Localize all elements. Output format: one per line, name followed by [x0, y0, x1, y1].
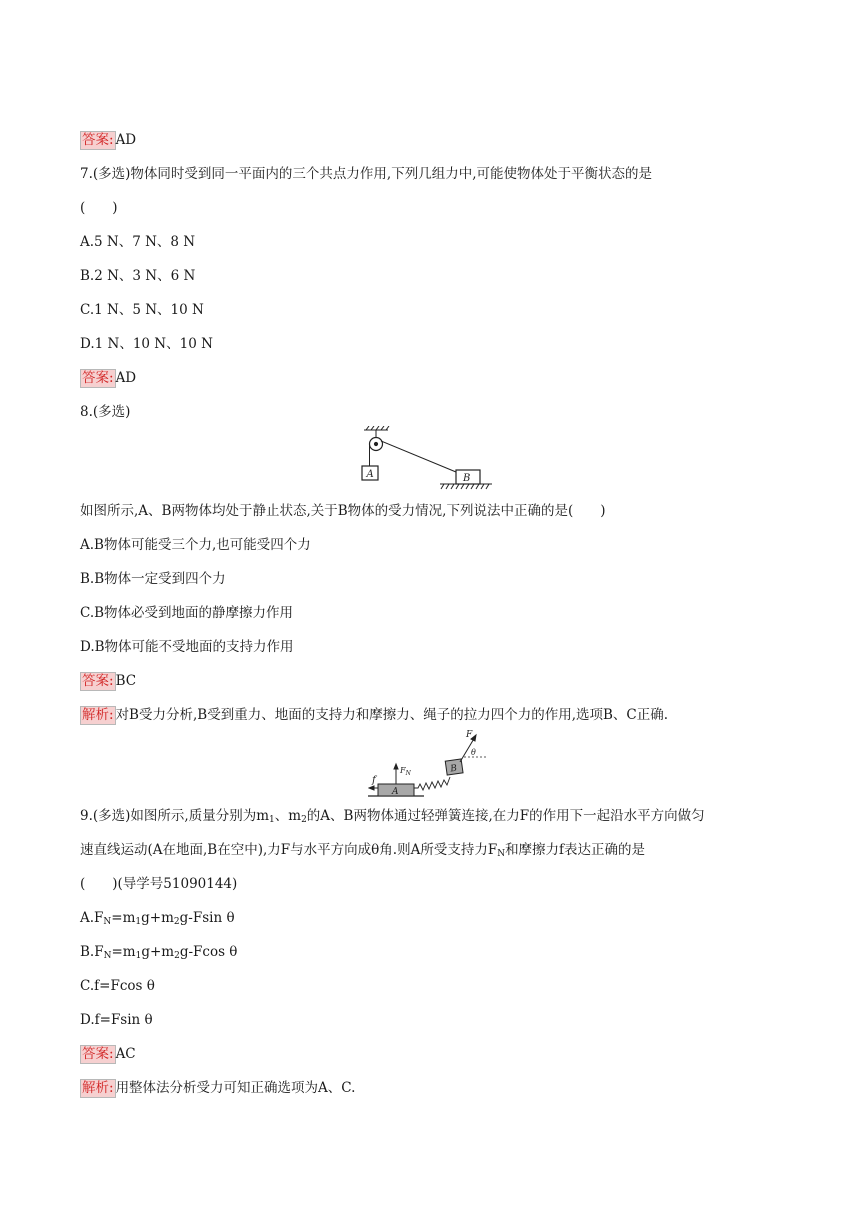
friction-label: f [372, 775, 376, 786]
block-a-label: A [366, 469, 374, 480]
answer-label: 答案: [82, 673, 114, 689]
question-stem-q9-line1: 9.(多选)如图所示,质量分别为$m_1$、$m_2$的A、B两物体通过轻弹簧连接,在力F的作用下一起沿水平方向做匀 [80, 808, 705, 825]
answer-value: AD [115, 370, 137, 386]
analysis-line-q8 [80, 705, 668, 725]
answer-label: 答案: [82, 370, 114, 386]
option-d-q7: D.1 N、10 N、10 N [80, 336, 213, 352]
block-b-label: B [463, 473, 471, 484]
spring-figure [368, 728, 488, 800]
normal-force-arrow [394, 764, 398, 784]
answer-label: 答案: [82, 132, 114, 148]
ground [440, 484, 492, 489]
answer-blank-q7: ( ) [80, 200, 118, 216]
normal-force-label: $F_N$ [400, 766, 411, 777]
option-b-q8: B.B物体一定受到四个力 [80, 571, 226, 587]
answer-line-q8 [80, 671, 136, 691]
question-stem-q7: 7.(多选)物体同时受到同一平面内的三个共点力作用,下列几组力中,可能使物体处于平衡状态的是 [80, 166, 652, 182]
question-stem-q9-line2: 速直线运动(A在地面,B在空中),力F与水平方向成θ角.则A所受支持力$F_N$和摩擦力f表达正确的是 [80, 842, 646, 859]
slanted-rope [381, 441, 456, 472]
question-stem-q8: 8.(多选) [80, 404, 131, 420]
option-a-q8: A.B物体可能受三个力,也可能受四个力 [80, 537, 311, 553]
theta-label: θ [471, 748, 476, 757]
analysis-label: 解析: [82, 1080, 114, 1096]
option-c-q8: C.B物体必受到地面的静摩擦力作用 [80, 605, 294, 621]
answer-value: BC [115, 673, 137, 689]
option-a-q9: $A.F_N=m_1g+m_2g$-Fsin θ [80, 910, 235, 927]
pulley [370, 438, 383, 451]
block-b-label: B [449, 763, 458, 775]
option-d-q8: D.B物体可能不受地面的支持力作用 [80, 639, 294, 655]
answer-value: AC [115, 1046, 136, 1062]
option-d-q9: D.f=Fsin θ [80, 1012, 153, 1028]
analysis-text: 用整体法分析受力可知正确选项为A、C. [115, 1080, 356, 1096]
answer-line-q9 [80, 1044, 136, 1064]
option-b-q7: B.2 N、3 N、6 N [80, 268, 196, 284]
answer-line-q6 [80, 130, 136, 150]
ceiling-support [364, 426, 389, 438]
analysis-text: 对B受力分析,B受到重力、地面的支持力和摩擦力、绳子的拉力四个力的作用,选项B、C正确. [115, 707, 669, 723]
option-c-q7: C.1 N、5 N、10 N [80, 302, 204, 318]
analysis-line-q9 [80, 1078, 355, 1098]
answer-value: AD [115, 132, 137, 148]
question-text-q8: 如图所示,A、B两物体均处于静止状态,关于B物体的受力情况,下列说法中正确的是( ) [80, 503, 606, 519]
option-c-q9: C.f=Fcos θ [80, 978, 155, 994]
option-b-q9: $B.F_N=m_1g+m_2g$-Fcos θ [80, 944, 238, 961]
spring [414, 777, 450, 790]
answer-label: 答案: [82, 1046, 114, 1062]
analysis-label: 解析: [82, 707, 114, 723]
force-f-label: F [466, 730, 473, 740]
option-a-q7: A.5 N、7 N、8 N [80, 234, 196, 250]
answer-line-q7 [80, 368, 136, 388]
question-stem-q9-line3: ( )(导学号51090144) [80, 876, 238, 892]
block-a-label: A [392, 787, 399, 797]
pulley-figure [360, 426, 500, 496]
